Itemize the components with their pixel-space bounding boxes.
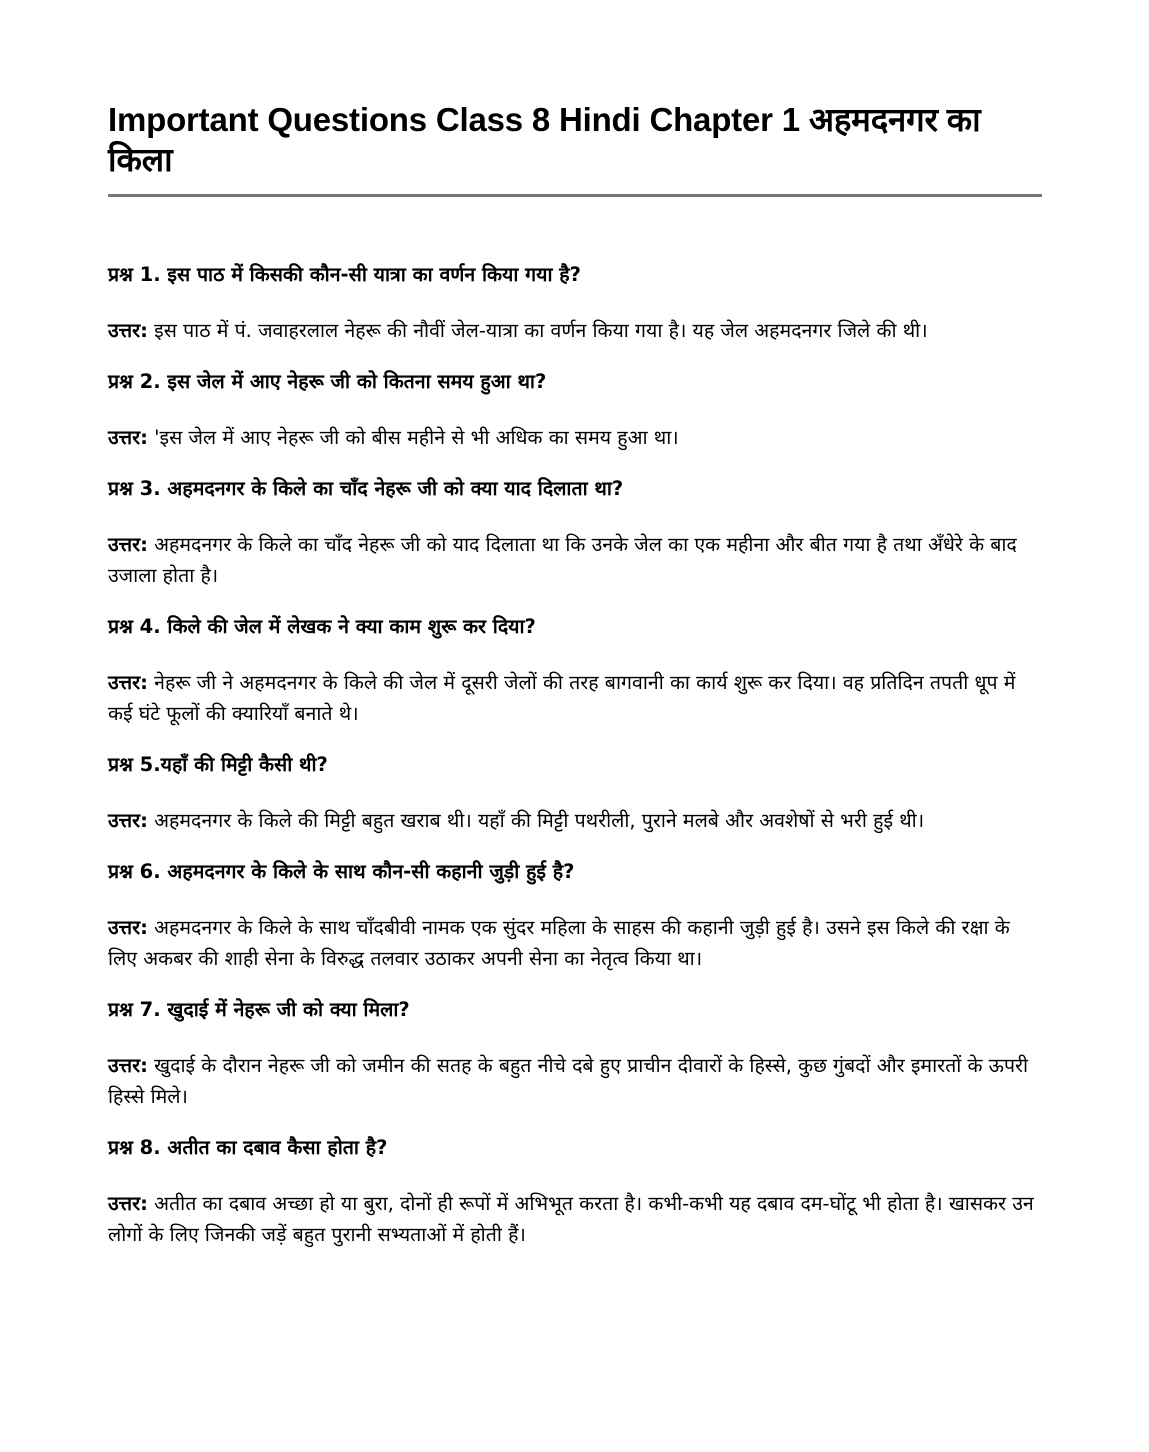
question-text: प्रश्न 4. किले की जेल में लेखक ने क्या काम शुरू कर दिया? [108,615,536,638]
question-text: प्रश्न 1. इस पाठ में किसकी कौन-सी यात्रा का वर्णन किया गया है? [108,263,581,286]
answer-body: अहमदनगर के किले का चाँद नेहरू जी को याद दिलाता था कि उनके जेल का एक महीना और बीत गया है तथा अँधेरे के बाद उजाला होता है। [108,533,1017,587]
qa-item [108,751,1042,836]
qa-item [108,261,1042,346]
answer-body: अतीत का दबाव अच्छा हो या बुरा, दोनों ही रूपों में अभिभूत करता है। कभी-कभी यह दबाव दम-घोंटू भी होता है। खासकर उन लोगों के लिए जिनकी जड़ें बहुत पुरानी सभ्यताओं में होती हैं। [108,1192,1034,1246]
qa-item [108,613,1042,729]
answer-body: अहमदनगर के किले की मिट्टी बहुत खराब थी। यहाँ की मिट्टी पथरीली, पुराने मलबे और अवशेषों से भरी हुई थी। [154,809,925,832]
answer-text [108,912,1042,974]
qa-item [108,1134,1042,1250]
answer-text [108,1050,1042,1112]
answer-text [108,667,1042,729]
question-text: प्रश्न 6. अहमदनगर के किले के साथ कौन-सी कहानी जुड़ी हुई है? [108,860,575,883]
answer-body: इस पाठ में पं. जवाहरलाल नेहरू की नौवीं जेल-यात्रा का वर्णन किया गया है। यह जेल अहमदनगर जिले की थी। [154,319,928,342]
question-text: प्रश्न 2. इस जेल में आए नेहरू जी को कितना समय हुआ था? [108,370,547,393]
qa-list [108,261,1042,1250]
answer-text [108,529,1042,591]
question-text: प्रश्न 5.यहाँ की मिट्टी कैसी थी? [108,753,328,776]
answer-label: उत्तर: [108,533,148,556]
answer-text [108,422,1042,453]
question-text: प्रश्न 3. अहमदनगर के किले का चाँद नेहरू जी को क्या याद दिलाता था? [108,477,624,500]
answer-label: उत्तर: [108,1054,148,1077]
answer-label: उत्तर: [108,426,148,449]
answer-body: खुदाई के दौरान नेहरू जी को जमीन की सतह के बहुत नीचे दबे हुए प्राचीन दीवारों के हिस्से, कुछ गुंबदों और इमारतों के ऊपरी हिस्से मिले। [108,1054,1029,1108]
qa-item [108,368,1042,453]
answer-label: उत्तर: [108,916,148,939]
question-text: प्रश्न 8. अतीत का दबाव कैसा होता है? [108,1136,388,1159]
answer-label: उत्तर: [108,1192,148,1215]
qa-item [108,996,1042,1112]
qa-item [108,858,1042,974]
qa-item [108,475,1042,591]
answer-body: 'इस जेल में आए नेहरू जी को बीस महीने से भी अधिक का समय हुआ था। [154,426,679,449]
page-title: Important Questions Class 8 Hindi Chapter 1 अहमदनगर का किला [108,101,981,178]
title-divider [108,194,1042,197]
answer-label: उत्तर: [108,319,148,342]
answer-body: अहमदनगर के किले के साथ चाँदबीवी नामक एक सुंदर महिला के साहस की कहानी जुड़ी हुई है। उसने इस किले की रक्षा के लिए अकबर की शाही सेना के विरुद्ध तलवार उठाकर अपनी सेना का नेतृत्व किया था। [108,916,1010,970]
answer-text [108,1188,1042,1250]
answer-label: उत्तर: [108,671,148,694]
question-text: प्रश्न 7. खुदाई में नेहरू जी को क्या मिला? [108,998,410,1021]
answer-text [108,805,1042,836]
answer-body: नेहरू जी ने अहमदनगर के किले की जेल में दूसरी जेलों की तरह बागवानी का कार्य शुरू कर दिया। वह प्रतिदिन तपती धूप में कई घंटे फूलों की क्यारियाँ बनाते थे। [108,671,1016,725]
answer-text [108,315,1042,346]
answer-label: उत्तर: [108,809,148,832]
document-page [108,100,1042,1272]
